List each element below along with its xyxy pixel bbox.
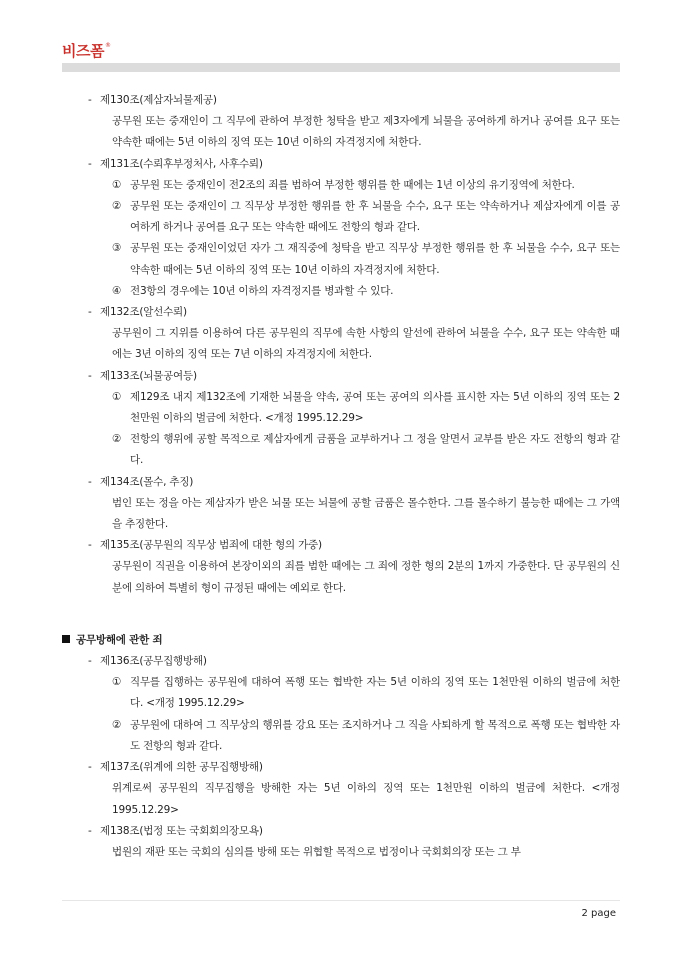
clause-text: 공무원에 대하여 그 직무상의 행위를 강요 또는 조지하거나 그 직을 사퇴하게 할 목적으로 폭행 또는 협박한 자도 전항의 형과 같다.: [130, 718, 620, 752]
article-title: [88, 366, 620, 387]
article-title-text: 제137조(위계에 의한 공무집행방해): [100, 761, 263, 774]
article-paragraph: 공무원 또는 중재인이 그 직무에 관하여 부정한 청탁을 받고 제3자에게 뇌물을 공여하게 하거나 공여를 요구 또는 약속한 때에는 5년 이하의 징역 또는 10년 이하의 자격정지에 처한다.: [112, 115, 620, 149]
section-heading: [62, 630, 620, 651]
dash-bullet: -: [88, 539, 92, 552]
clause-text: 직무를 집행하는 공무원에 대하여 폭행 또는 협박한 자는 5년 이하의 징역 또는 1천만원 이하의 벌금에 처한다. <개정 1995.12.29>: [130, 676, 620, 710]
clause-number: ①: [112, 178, 122, 191]
article-title-text: 제130조(제삼자뇌물제공): [100, 94, 217, 106]
clause-text: 전3항의 경우에는 10년 이하의 자격정지를 병과할 수 있다.: [130, 284, 394, 297]
article-title-text: 제132조(알선수뢰): [100, 306, 187, 319]
dash-bullet: -: [88, 655, 92, 668]
footer-divider: [62, 900, 620, 901]
article-title: [88, 821, 620, 842]
square-bullet-icon: [62, 635, 70, 643]
clause-text: 제129조 내지 제132조에 기재한 뇌물을 약속, 공여 또는 공여의 의사를 표시한 자는 5년 이하의 징역 또는 2천만원 이하의 벌금에 처한다. <개정 1995.12.29>: [130, 390, 620, 425]
article-clause: [112, 281, 620, 302]
clause-text: 공무원 또는 중재인이 그 직무상 부정한 행위를 한 후 뇌물을 수수, 요구 또는 약속하거나 제삼자에게 이를 공여하게 하거나 공여를 요구 또는 약속한 때에도 전항의 형과 같다.: [130, 200, 620, 234]
dash-bullet: -: [88, 369, 92, 382]
clause-number: ①: [112, 676, 122, 689]
article-group-obstruction: [88, 651, 620, 863]
dash-bullet: -: [88, 475, 92, 488]
article-clause: [112, 715, 620, 757]
article-title: [88, 651, 620, 672]
article-clause: [112, 175, 620, 196]
bizform-logo: [62, 40, 109, 61]
article-title-text: 제136조(공무집행방해): [100, 655, 207, 668]
dash-bullet: -: [88, 306, 92, 319]
article-title-text: 제134조(몰수, 추징): [100, 475, 194, 488]
article-title: [88, 757, 620, 778]
article-title: [88, 472, 620, 493]
article-clause: [112, 672, 620, 714]
article-clause: [112, 387, 620, 429]
clause-number: ②: [112, 433, 122, 446]
article-paragraph: 법원의 재판 또는 국회의 심의를 방해 또는 위협할 목적으로 법정이나 국회회의장 또는 그 부: [112, 845, 521, 858]
article-title-text: 제135조(공무원의 직무상 범죄에 대한 형의 가중): [100, 539, 322, 552]
article-title: [88, 154, 620, 175]
article-paragraph: 범인 또는 정을 아는 제삼자가 받은 뇌물 또는 뇌물에 공할 금품은 몰수한다. 그를 몰수하기 불능한 때에는 그 가액을 추징한다.: [112, 496, 620, 531]
section-heading-text: 공무방해에 관한 죄: [76, 633, 163, 646]
document-body: [76, 90, 620, 863]
logo-text: 비즈폼: [62, 42, 104, 60]
article-paragraph: 공무원이 그 지위를 이용하여 다른 공무원의 직무에 속한 사항의 알선에 관하여 뇌물을 수수, 요구 또는 약속한 때에는 3년 이하의 징역 또는 7년 이하의 자격정지에 처한다.: [112, 327, 620, 361]
header-divider-bar: [62, 63, 620, 72]
clause-number: ④: [112, 284, 122, 297]
registered-mark: ®: [104, 42, 111, 49]
dash-bullet: -: [88, 824, 92, 837]
article-title-text: 제133조(뇌물공여등): [100, 369, 197, 382]
clause-text: 공무원 또는 중재인이었던 자가 그 재직중에 청탁을 받고 직무상 부정한 행위를 한 후 뇌물을 수수, 요구 또는 약속한 때에는 5년 이하의 징역 또는 10년 이하의 자격정지에 처한다.: [130, 242, 620, 276]
article-clause: [112, 429, 620, 471]
clause-number: ②: [112, 200, 122, 213]
dash-bullet: -: [88, 94, 92, 106]
article-group-bribery: [88, 90, 620, 599]
article-title-text: 제138조(법정 또는 국회회의장모욕): [100, 824, 263, 837]
page-number: 2 page: [581, 908, 616, 919]
article-paragraph: 위계로써 공무원의 직무집행을 방해한 자는 5년 이하의 징역 또는 1천만원 이하의 벌금에 처한다. <개정 1995.12.29>: [112, 782, 620, 816]
article-clause: [112, 238, 620, 280]
clause-text: 전항의 행위에 공할 목적으로 제삼자에게 금품을 교부하거나 그 정을 알면서 교부를 받은 자도 전항의 형과 같다.: [130, 433, 620, 467]
clause-number: ③: [112, 242, 122, 255]
clause-text: 공무원 또는 중재인이 전2조의 죄를 범하여 부정한 행위를 한 때에는 1년 이상의 유기징역에 처한다.: [130, 178, 575, 191]
article-title: [88, 302, 620, 323]
article-title: [88, 90, 620, 111]
clause-number: ②: [112, 718, 122, 731]
article-clause: [112, 196, 620, 238]
article-title-text: 제131조(수뢰후부정처사, 사후수뢰): [100, 157, 263, 170]
article-title: [88, 535, 620, 556]
article-paragraph: 공무원이 직권을 이용하여 본장이외의 죄를 범한 때에는 그 죄에 정한 형의 2분의 1까지 가중한다. 단 공무원의 신분에 의하여 특별히 형이 규정된 때에는 예외로 한다.: [112, 560, 620, 594]
dash-bullet: -: [88, 761, 92, 774]
dash-bullet: -: [88, 157, 92, 170]
clause-number: ①: [112, 390, 122, 403]
